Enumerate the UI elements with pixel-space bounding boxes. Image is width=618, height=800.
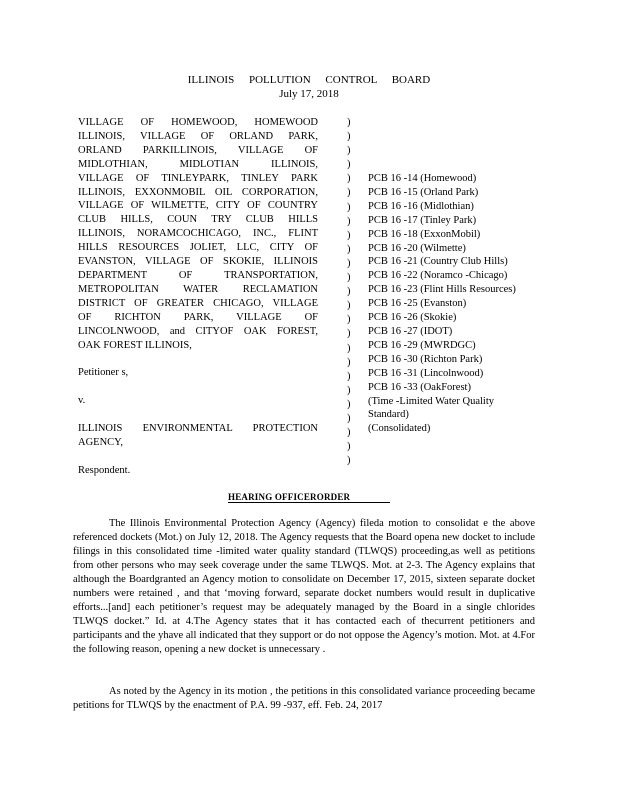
docket-number: PCB 16 -33 (OakForest)	[368, 381, 471, 393]
respondent-label: Respondent.	[78, 465, 131, 477]
paren: )	[347, 243, 351, 255]
docket-number: PCB 16 -25 (Evanston)	[368, 298, 467, 310]
petitioner-line: OAK FOREST ILLINOIS,	[78, 339, 192, 351]
paren: )	[347, 145, 351, 157]
paren: )	[347, 300, 351, 312]
docket-number: PCB 16 -23 (Flint Hills Resources)	[368, 284, 516, 296]
paren: )	[347, 117, 351, 128]
paren: )	[347, 131, 351, 143]
paren: )	[347, 257, 351, 269]
proceeding-type: (Time -Limited Water Quality	[368, 395, 495, 407]
petitioner-line: DEPARTMENT OF TRANSPORTATION,	[78, 269, 318, 281]
docket-number: PCB 16 -30 (Richton Park)	[368, 353, 483, 365]
petitioner-line: MIDLOTHIAN, MIDLOTIAN ILLINOIS,	[78, 158, 318, 170]
caption-parentheses	[347, 116, 357, 468]
docket-number: PCB 16 -22 (Noramco -Chicago)	[368, 270, 508, 282]
docket-number: PCB 16 -27 (IDOT)	[368, 325, 453, 337]
docket-list	[368, 172, 538, 436]
paren: )	[347, 398, 351, 410]
paren: )	[347, 328, 351, 340]
petitioners-label: Petitioner s,	[78, 367, 129, 379]
order-heading-text: HEARING OFFICERORDER	[228, 492, 390, 503]
order-date: July 17, 2018	[279, 88, 339, 100]
paren: )	[347, 384, 351, 396]
document-header	[0, 73, 618, 101]
petitioner-line: ILLINOIS, VILLAGE OF ORLAND PARK,	[78, 130, 318, 142]
petitioner-line: HILLS RESOURCES JOLIET, LLC, CITY OF	[78, 242, 318, 254]
paren: )	[347, 342, 351, 354]
paren: )	[347, 173, 351, 185]
docket-number: PCB 16 -14 (Homewood)	[368, 173, 477, 184]
petitioner-line: OF RICHTON PARK, VILLAGE OF	[78, 311, 318, 323]
paren: )	[347, 286, 351, 298]
paren: )	[347, 201, 351, 213]
petitioner-line: LINCOLNWOOD, and CITYOF OAK FOREST,	[78, 325, 318, 337]
paren: )	[347, 187, 351, 199]
docket-number: PCB 16 -21 (Country Club Hills)	[368, 256, 508, 268]
docket-number: PCB 16 -29 (MWRDGC)	[368, 339, 476, 351]
paren: )	[347, 356, 351, 368]
docket-number: PCB 16 -17 (Tinley Park)	[368, 214, 477, 226]
paren: )	[347, 229, 351, 241]
docket-number: PCB 16 -16 (Midlothian)	[368, 200, 474, 212]
petitioner-line: EVANSTON, VILLAGE OF SKOKIE, ILLINOIS	[78, 256, 318, 268]
respondent-line: ILLINOIS ENVIRONMENTAL PROTECTION	[78, 423, 318, 435]
paren: )	[347, 412, 351, 424]
petitioner-line: METROPOLITAN WATER RECLAMATION	[78, 283, 318, 295]
paren: )	[347, 215, 351, 227]
body-paragraph-2	[73, 685, 535, 713]
docket-number: PCB 16 -18 (ExxonMobil)	[368, 228, 481, 240]
petitioner-line: VILLAGE OF TINLEYPARK, TINLEY PARK	[78, 172, 318, 184]
petitioner-line: DISTRICT OF GREATER CHICAGO, VILLAGE	[78, 297, 318, 309]
paren: )	[347, 370, 351, 382]
petitioner-line: ILLINOIS, NORAMCOCHICAGO, INC., FLINT	[78, 228, 318, 240]
paren: )	[347, 314, 351, 326]
board-title: ILLINOIS POLLUTION CONTROL BOARD	[187, 74, 431, 86]
petitioner-line: ILLINOIS, EXXONMOBIL OIL CORPORATION,	[78, 186, 318, 198]
docket-number: PCB 16 -20 (Wilmette)	[368, 242, 466, 254]
order-heading	[228, 492, 390, 502]
respondent-line: AGENCY,	[78, 437, 124, 449]
docket-number: PCB 16 -15 (Orland Park)	[368, 186, 479, 198]
paren: )	[347, 455, 351, 467]
paren: )	[347, 159, 351, 171]
docket-number: PCB 16 -26 (Skokie)	[368, 312, 457, 324]
paragraph-text: As noted by the Agency in its motion , the petitions in this consolidated variance proceeding became petitions for TLWQS by the enactment of P.A. 99 -937, eff. Feb. 24, 2017	[73, 686, 535, 711]
paren: )	[347, 427, 351, 439]
versus-label: v.	[78, 395, 86, 407]
paren: )	[347, 272, 351, 284]
petitioner-line: VILLAGE OF HOMEWOOD, HOMEWOOD	[78, 117, 318, 128]
consolidated-label: (Consolidated)	[368, 423, 431, 435]
body-paragraph-1	[73, 517, 535, 657]
paragraph-text: The Illinois Environmental Protection Agency (Agency) fileda motion to consolidat e the above referenced dockets (Mot.) on July 12, 2018. The Agency requests that the Board opena new docket to include filings in this consolidated time -limited water quality standard (TLWQS) proceeding,as well as petitions from other persons who may seek coverage under the same TLWQS. Mot. at 2-3. The Agency explains that although the Boardgranted an Agency motion to consolidate on December 17, 2015, sixteen separate docket numbers were retained , and that ‘moving forward, separate docket numbers would result in duplicative efforts...[and] each petitioner’s request may be adequately managed by the Board in a single chlorides TLWQS docket.” Id. at 4.The Agency states that it has contacted each of thecurrent petitioners and participants and the yhave all indicated that they support or do not oppose the Agency’s motion. Mot. at 4.For the following reason, opening a new docket is unnecessary .	[73, 518, 535, 655]
caption-parties	[78, 116, 318, 478]
petitioner-line: VILLAGE OF WILMETTE, CITY OF COUNTRY	[78, 200, 318, 212]
docket-number: PCB 16 -31 (Lincolnwood)	[368, 367, 484, 379]
petitioner-line: CLUB HILLS, COUN TRY CLUB HILLS	[78, 214, 318, 226]
petitioner-line: ORLAND PARKILLINOIS, VILLAGE OF	[78, 144, 318, 156]
paren: )	[347, 441, 351, 453]
proceeding-type: Standard)	[368, 409, 409, 421]
